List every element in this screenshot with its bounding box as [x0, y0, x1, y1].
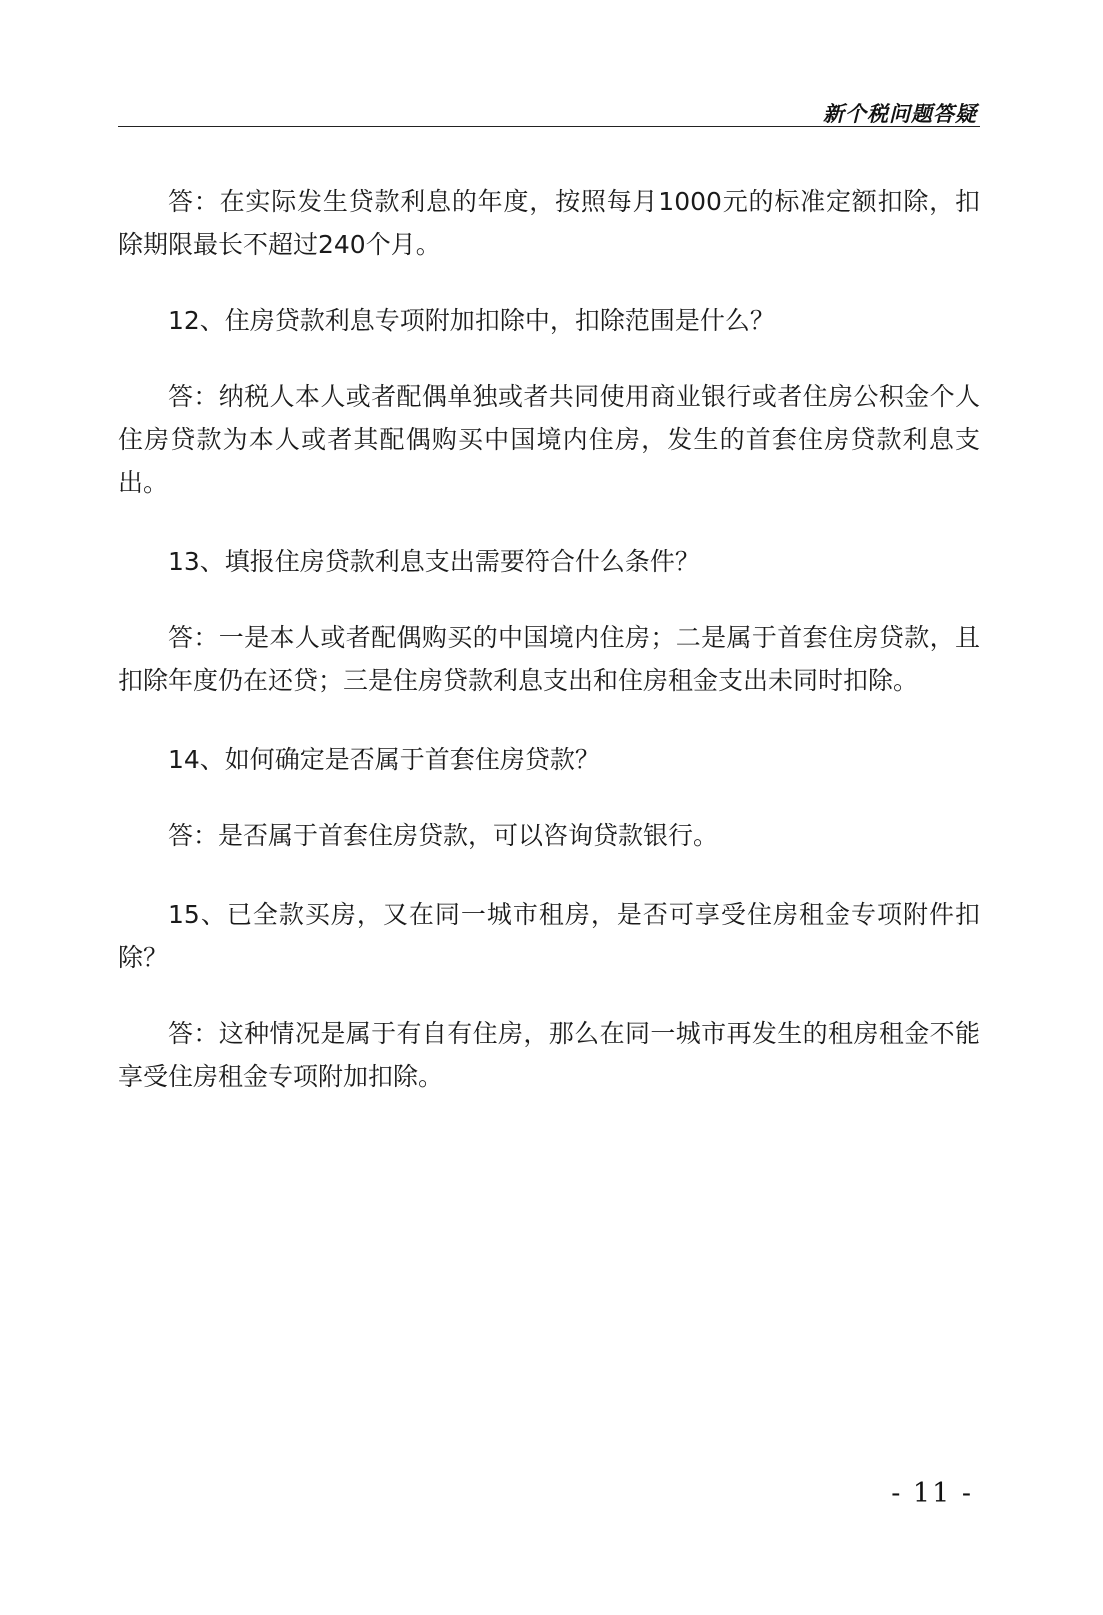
- question-14: 14、如何确定是否属于首套住房贷款？: [168, 745, 600, 774]
- running-header-title: 新个税问题答疑: [823, 102, 977, 126]
- answer-13: 答：一是本人或者配偶购买的中国境内住房；二是属于首套住房贷款，且扣除年度仍在还贷；三是住房贷款利息支出和住房租金支出未同时扣除。: [118, 623, 980, 695]
- answer-15: 答：这种情况是属于有自有住房，那么在同一城市再发生的租房租金不能享受住房租金专项附加扣除。: [118, 1019, 980, 1091]
- question-12: 12、住房贷款利息专项附加扣除中，扣除范围是什么？: [168, 306, 775, 335]
- question-15: 15、已全款买房，又在同一城市租房，是否可享受住房租金专项附件扣除？: [118, 900, 980, 972]
- page-number: - 11 -: [891, 1478, 973, 1509]
- answer-12: 答：纳税人本人或者配偶单独或者共同使用商业银行或者住房公积金个人住房贷款为本人或者其配偶购买中国境内住房，发生的首套住房贷款利息支出。: [118, 382, 980, 497]
- page-body: [118, 180, 980, 1098]
- header-divider: [118, 126, 980, 127]
- question-13: 13、填报住房贷款利息支出需要符合什么条件？: [168, 547, 700, 576]
- answer-14: 答：是否属于首套住房贷款，可以咨询贷款银行。: [168, 821, 719, 850]
- answer-paragraph: 答：在实际发生贷款利息的年度，按照每月1000元的标准定额扣除，扣除期限最长不超过240个月。: [118, 187, 980, 259]
